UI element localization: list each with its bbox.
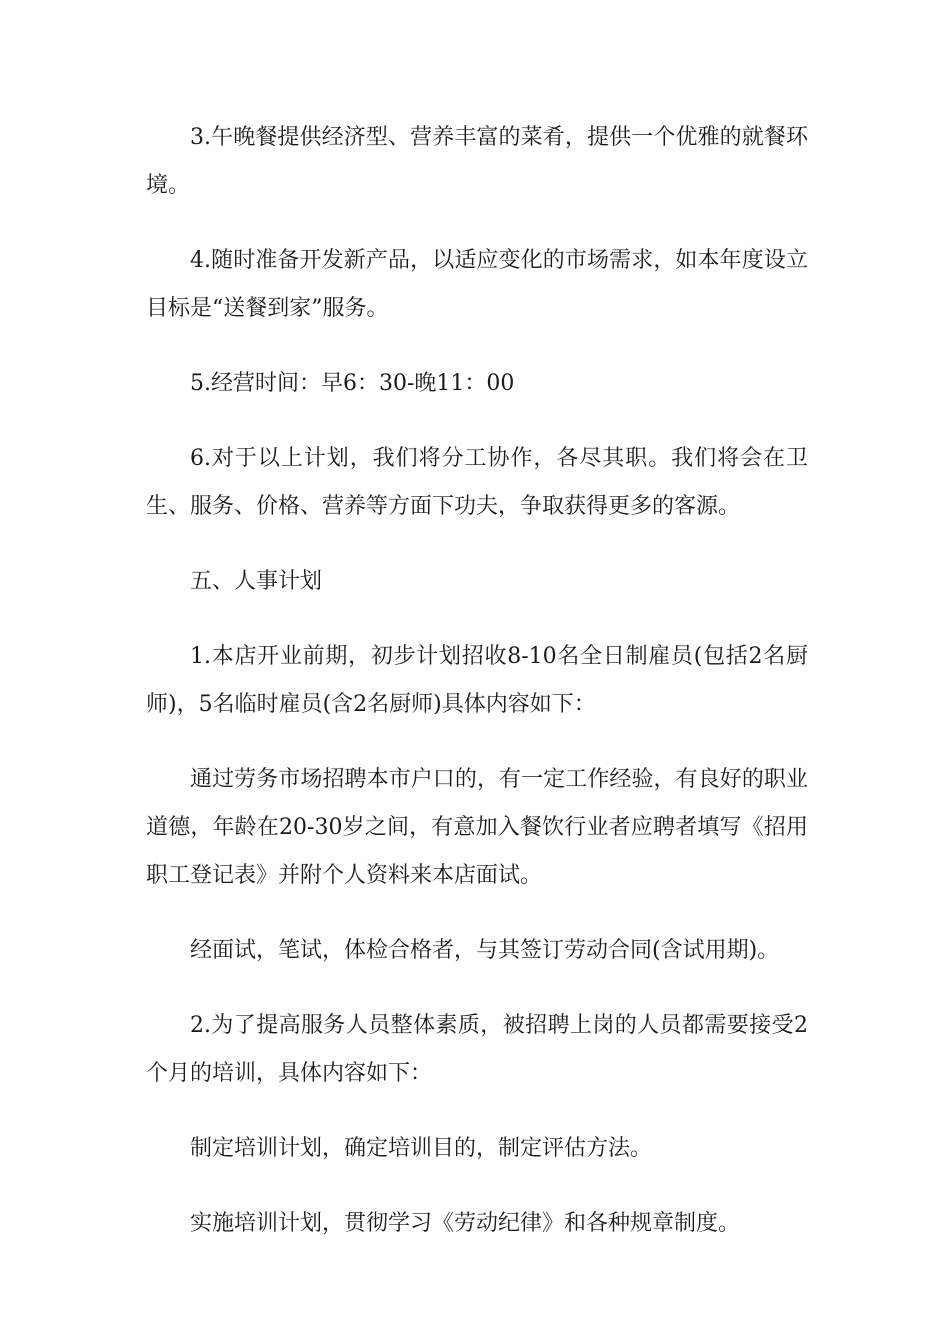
paragraph-lunch-dinner: 3.午晚餐提供经济型、营养丰富的菜肴，提供一个优雅的就餐环境。 — [146, 125, 808, 198]
paragraph-business-hours: 5.经营时间：早6：30-晚11：00 — [190, 371, 515, 396]
paragraph-cooperation: 6.对于以上计划，我们将分工协作，各尽其职。我们将会在卫生、服务、价格、营养等方面下功夫，争取获得更多的客源。 — [146, 446, 808, 519]
document-body — [146, 114, 808, 1275]
paragraph-training: 2.为了提高服务人员整体素质，被招聘上岗的人员都需要接受2个月的培训，具体内容如下： — [146, 1013, 808, 1086]
paragraph-hiring-plan: 1.本店开业前期，初步计划招收8-10名全日制雇员(包括2名厨师)，5名临时雇员(含2名厨师)具体内容如下： — [146, 644, 808, 717]
paragraph-contract: 经面试，笔试，体检合格者，与其签订劳动合同(含试用期)。 — [190, 938, 780, 963]
paragraph-training-implementation: 实施培训计划，贯彻学习《劳动纪律》和各种规章制度。 — [190, 1211, 741, 1236]
paragraph-recruitment: 通过劳务市场招聘本市户口的，有一定工作经验，有良好的职业道德，年龄在20-30岁之间，有意加入餐饮行业者应聘者填写《招用职工登记表》并附个人资料来本店面试。 — [146, 767, 808, 888]
paragraph-new-products: 4.随时准备开发新产品，以适应变化的市场需求，如本年度设立目标是“送餐到家”服务。 — [146, 248, 808, 321]
paragraph-training-plan: 制定培训计划，确定培训目的，制定评估方法。 — [190, 1136, 653, 1161]
section-heading-personnel-plan: 五、人事计划 — [190, 569, 323, 594]
